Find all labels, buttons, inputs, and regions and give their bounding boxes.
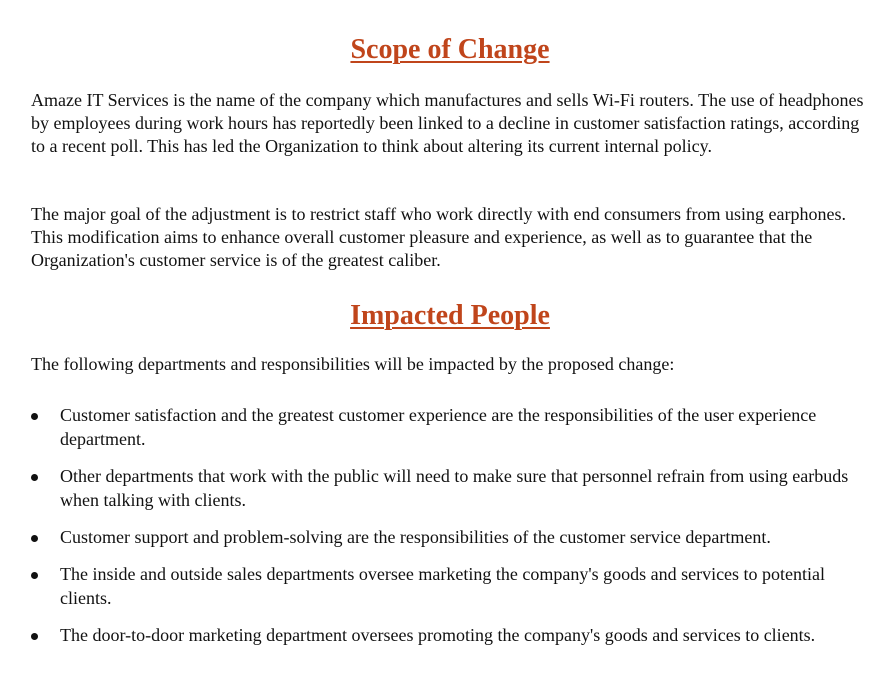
list-item-text: Customer satisfaction and the greatest customer experience are the responsibilities of the user experience department.: [60, 405, 817, 449]
bullet-icon: [31, 633, 38, 640]
bullet-icon: [31, 572, 38, 579]
impacted-intro-paragraph: The following departments and responsibilities will be impacted by the proposed change:: [31, 354, 675, 374]
list-item-text: The inside and outside sales departments oversee marketing the company's goods and services to potential clients.: [60, 564, 826, 608]
list-item-text: The door-to-door marketing department oversees promoting the company's goods and services to clients.: [60, 625, 816, 645]
scope-paragraph-2: The major goal of the adjustment is to restrict staff who work directly with end consumers from using earphones. This modification aims to enhance overall customer pleasure and experience, as well as to guarantee that the Organization's customer service is of the greatest caliber.: [31, 204, 846, 270]
scope-paragraph-1: Amaze IT Services is the name of the company which manufactures and sells Wi-Fi routers. The use of headphones by employees during work hours has reportedly been linked to a decline in customer satisfaction ratings, according to a recent poll. This has led the Organization to think about altering its current internal policy.: [31, 90, 864, 156]
bullet-icon: [31, 474, 38, 481]
impacted-departments-list: [0, 403, 886, 660]
list-item-text: Other departments that work with the public will need to make sure that personnel refrain from using earbuds when talking with clients.: [60, 466, 849, 510]
list-item: [0, 403, 875, 451]
scope-of-change-heading: Scope of Change: [350, 34, 550, 65]
bullet-icon: [31, 413, 38, 420]
list-item: [0, 562, 875, 610]
bullet-icon: [31, 535, 38, 542]
list-item: [0, 525, 875, 549]
list-item: [0, 623, 875, 647]
list-item: [0, 464, 875, 512]
list-item-text: Customer support and problem-solving are the responsibilities of the customer service department.: [60, 527, 771, 547]
impacted-people-heading: Impacted People: [350, 300, 550, 331]
